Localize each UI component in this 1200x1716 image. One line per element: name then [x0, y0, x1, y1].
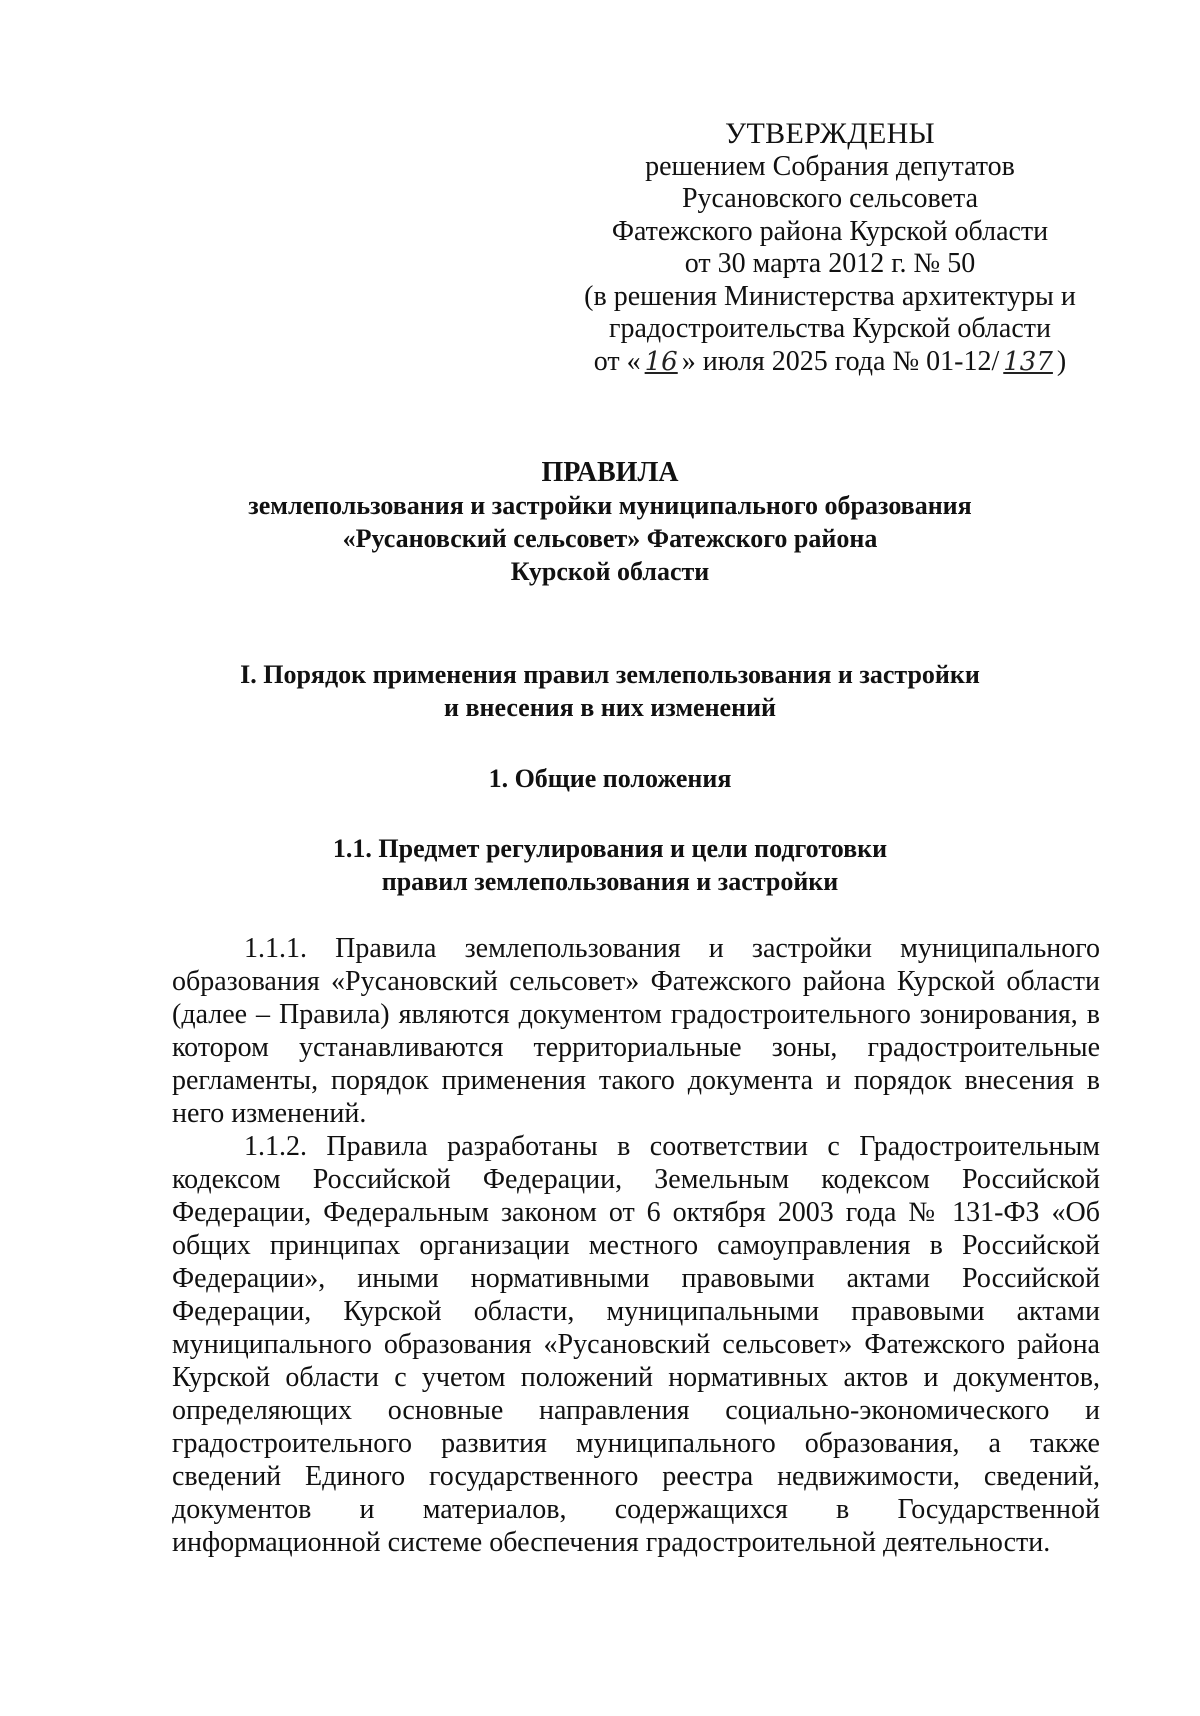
approval-heading: УТВЕРЖДЕНЫ	[724, 117, 936, 150]
chapter-heading-text: 1. Общие положения	[488, 764, 732, 793]
section-heading	[170, 658, 1050, 724]
approval-line: Русановского сельсовета	[681, 183, 979, 214]
chapter-heading	[170, 762, 1050, 795]
handwritten-day: 16	[644, 346, 678, 377]
document-title	[170, 456, 1050, 588]
section-heading-line: и внесения в них изменений	[443, 693, 777, 722]
approval-stamp-block	[560, 118, 1100, 378]
body-text	[172, 932, 1100, 1559]
subsection-heading-line: правил землепользования и застройки	[381, 867, 839, 896]
subsection-heading	[170, 832, 1050, 898]
title-line: землепользования и застройки муниципального образования	[248, 491, 972, 520]
approval-line: от 30 марта 2012 г. № 50	[684, 248, 976, 279]
subsection-heading-line: 1.1. Предмет регулирования и цели подготовки	[332, 834, 888, 863]
paragraph: 1.1.1. Правила землепользования и застройки муниципального образования «Русановский сельсовет» Фатежского района Курской области (далее – Правила) являются документом градостроительного зонирования, в котором устанавливаются территориальные зоны, градостроительные регламенты, порядок применения такого документа и порядок внесения в него изменений.	[172, 933, 1100, 1129]
approval-line: (в решения Министерства архитектуры и	[584, 280, 1076, 312]
approval-date-prefix: от «	[593, 345, 641, 377]
title-line: «Русановский сельсовет» Фатежского района	[342, 524, 878, 553]
approval-date-suffix: )	[1056, 345, 1067, 377]
approval-date-line	[560, 346, 1100, 379]
paragraph: 1.1.2. Правила разработаны в соответствии с Градостроительным кодексом Российской Федерации, Земельным кодексом Российской Федерации, Федеральным законом от 6 октября 2003 года № 131-ФЗ «Об общих принципах организации местного самоуправления в Российской Федерации», иными нормативными правовыми актами Российской Федерации, Курской области, муниципальными правовыми актами муниципального образования «Русановский сельсовет» Фатежского района Курской области с учетом положений нормативных актов и документов, определяющих основные направления социально-экономического и градостроительного развития муниципального образования, а также сведений Единого государственного реестра недвижимости, сведений, документов и материалов, содержащихся в Государственной информационной системе обеспечения градостроительной деятельности.	[172, 1131, 1100, 1558]
approval-line: Фатежского района Курской области	[611, 215, 1049, 247]
section-heading-line: I. Порядок применения правил землепользования и застройки	[240, 660, 980, 689]
handwritten-number: 137	[1003, 346, 1053, 377]
approval-line: решением Собрания депутатов	[645, 150, 1015, 182]
approval-date-middle: » июля 2025 года № 01-12/	[681, 345, 1000, 377]
title-line: Курской области	[510, 557, 710, 586]
title-main: ПРАВИЛА	[541, 457, 679, 488]
approval-line: градостроительства Курской области	[609, 313, 1051, 344]
